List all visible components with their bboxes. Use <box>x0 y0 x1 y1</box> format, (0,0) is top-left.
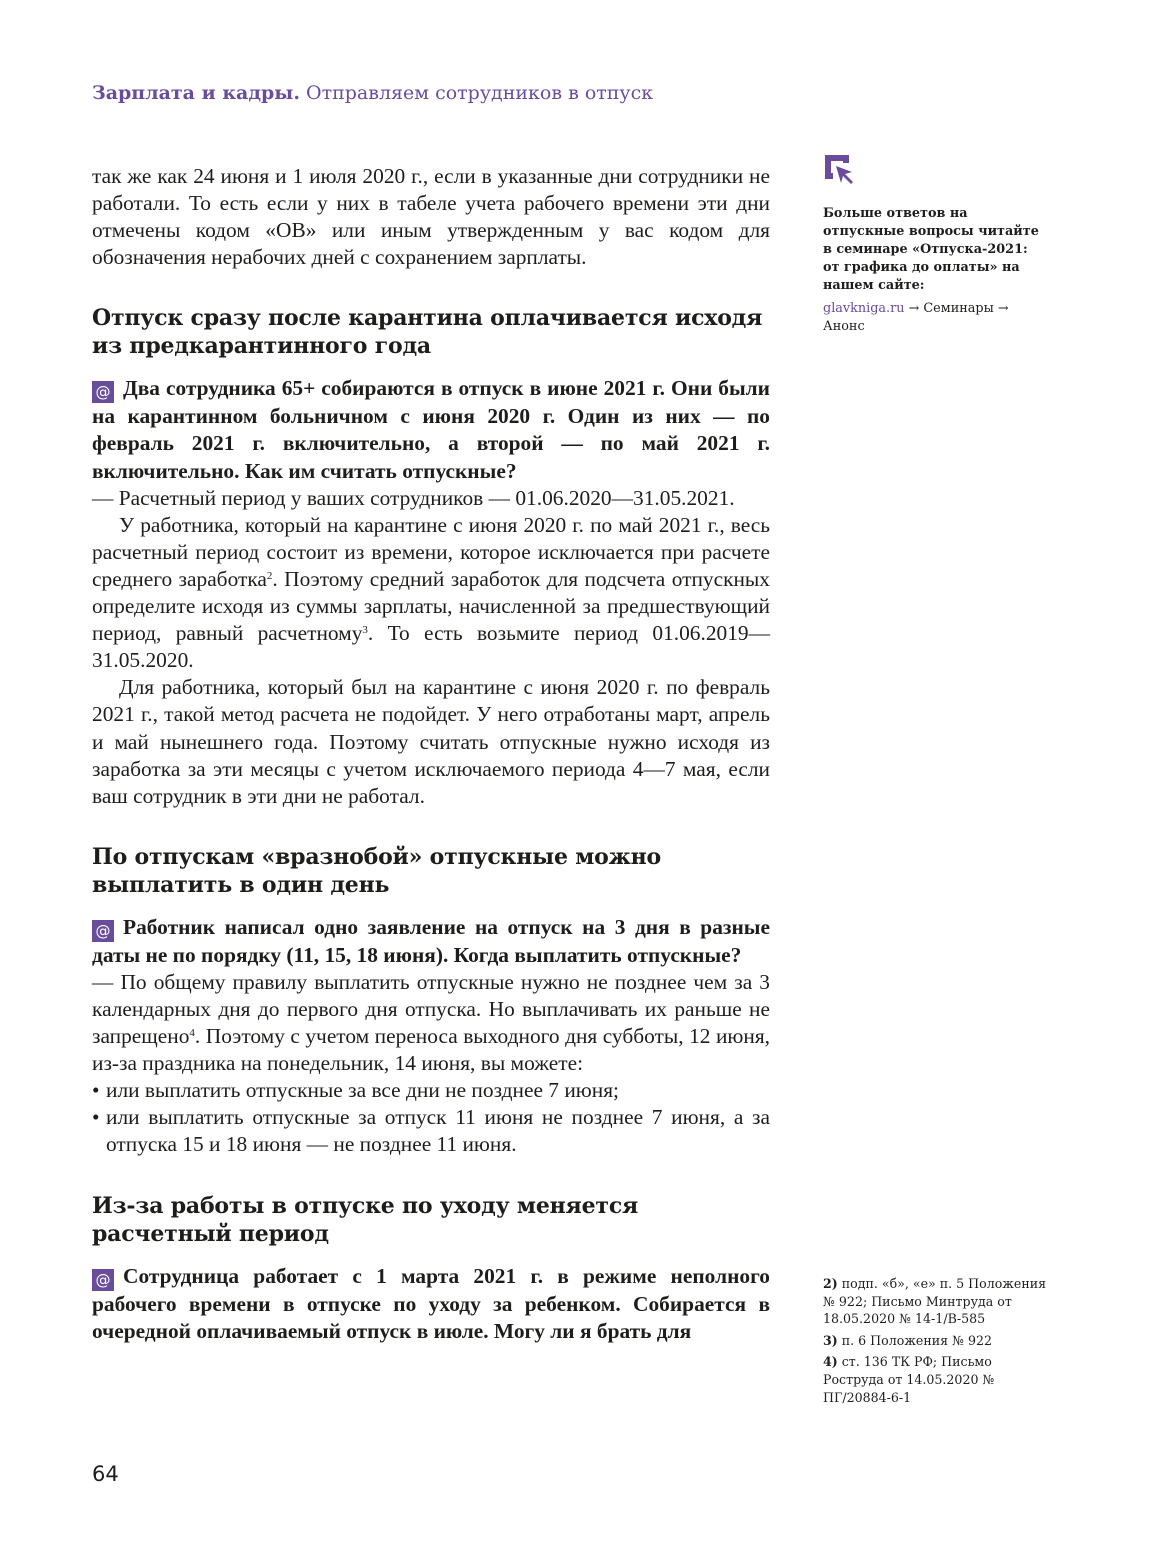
text-run: — По общему правилу выплатить отпускные нужно не позднее чем за 3 календарных дня до первого дня отпуска. Но выплачивать их раньше не запрещено <box>92 969 770 1049</box>
footnote-text: ст. 136 ТК РФ; Письмо Роструда от 14.05.2020 № ПГ/20884-6-1 <box>823 1354 995 1405</box>
at-sign-icon: @ <box>92 381 114 403</box>
text-run: . Поэтому с учетом переноса выходного дня субботы, 12 июня, из-за праздника на понедельник, 14 июня, вы можете: <box>92 1024 770 1076</box>
question-text: Два сотрудника 65+ собираются в отпуск в июне 2021 г. Они были на карантинном больничном с июня 2020 г. Один из них — по февраль 2021 г. включительно, а второй — по май 2021 г. включительно. Как им считать отпускные? <box>92 376 770 483</box>
footnote <box>823 1332 1053 1350</box>
answer-lead: — Расчетный период у ваших сотрудников — 01.06.2020—31.05.2021. <box>92 485 735 510</box>
site-path <box>823 300 1048 336</box>
path-seminars: Семинары <box>923 301 994 316</box>
footnote-number: 3) <box>823 1332 838 1348</box>
answer-paragraph <box>92 969 770 1077</box>
footnote-ref: 2 <box>266 569 273 582</box>
section-heading: Отпуск сразу после карантина оплачивается исходя из предкарантинного года <box>92 305 763 360</box>
text-run: . Поэтому средний заработок для подсчета отпускных определите исходя из суммы зарплаты, начисленной за предшествующий период, равный расчетному <box>92 566 770 646</box>
question <box>92 914 770 969</box>
footnote-number: 2) <box>823 1276 838 1291</box>
arrow-right-icon: → <box>997 301 1009 316</box>
footnote-ref: 3 <box>362 624 368 637</box>
at-sign-icon: @ <box>92 1269 114 1291</box>
running-head-section: Зарплата и кадры. <box>92 82 300 104</box>
footnotes <box>823 1275 1053 1410</box>
at-sign-icon: @ <box>92 920 114 942</box>
footnote <box>823 1353 1053 1406</box>
question <box>92 375 770 484</box>
footnote-text: п. 6 Положения № 922 <box>841 1332 993 1348</box>
question-text: Сотрудница работает с 1 марта 2021 г. в режиме неполного рабочего времени в отпуске по уходу за ребенком. Собирается в очередной оплачиваемый отпуск в июле. Могу ли я брать для <box>92 1263 770 1343</box>
arrow-right-icon: → <box>908 301 920 316</box>
footnote-ref: 4 <box>189 1027 195 1040</box>
footnote-text: подп. «б», «е» п. 5 Положения № 922; Письмо Минтруда от 18.05.2020 № 14-1/В-585 <box>823 1276 1047 1327</box>
sidebar-promo <box>823 153 1048 336</box>
answer-paragraph <box>92 512 770 675</box>
section-heading: Из-за работы в отпуске по уходу меняется расчетный период <box>92 1192 639 1247</box>
footnote <box>823 1275 1053 1328</box>
list-item: • или выплатить отпускные за отпуск 11 июня не позднее 7 июня, а за отпуска 15 и 18 июня — не позднее 11 июня. <box>92 1104 770 1158</box>
question <box>92 1263 770 1345</box>
page-number: 64 <box>92 1462 119 1486</box>
site-link[interactable]: glavkniga.ru <box>823 301 905 316</box>
cursor-arrow-icon <box>823 153 1048 195</box>
list-item: • или выплатить отпускные за все дни не позднее 7 июня; <box>92 1077 770 1104</box>
bullet-list <box>92 1077 770 1158</box>
intro-paragraph: так же как 24 июня и 1 июля 2020 г., если в указанные дни сотрудники не работали. То есть если у них в табеле учета рабочего времени эти дни отмечены кодом «ОВ» или иным утвержденным у вас кодом для обозначения нерабочих дней с сохранением зарплаты. <box>92 164 770 270</box>
running-head-title: Отправляем сотрудников в отпуск <box>306 82 654 104</box>
text-run: У работника, который на карантине с июня 2020 г. по май 2021 г., весь расчетный период состоит из времени, которое исключается при расчете среднего заработка <box>92 512 770 591</box>
text-run: . То есть возьмите период 01.06.2019—31.05.2020. <box>92 621 770 673</box>
running-head <box>92 82 653 104</box>
path-announce: Анонс <box>823 319 865 334</box>
answer-paragraph: Для работника, который был на карантине с июня 2020 г. по февраль 2021 г., такой метод расчета не подойдет. У него отработаны март, апрель и май нынешнего года. Поэтому считать отпускные нужно исходя из заработка за эти месяцы с учетом исключаемого периода 4—7 мая, если ваш сотрудник в эти дни не работал. <box>92 675 770 808</box>
section-heading: По отпускам «вразнобой» отпускные можно выплатить в один день <box>92 843 662 898</box>
question-text: Работник написал одно заявление на отпуск на 3 дня в разные даты не по порядку (11, 15, 18 июня). Когда выплатить отпускные? <box>92 914 770 967</box>
footnote-number: 4) <box>823 1354 838 1370</box>
promo-text: Больше ответов на отпускные вопросы читайте в семинаре «Отпуска-2021: от графика до оплаты» на нашем сайте: <box>823 206 1039 293</box>
main-column <box>92 163 770 1345</box>
